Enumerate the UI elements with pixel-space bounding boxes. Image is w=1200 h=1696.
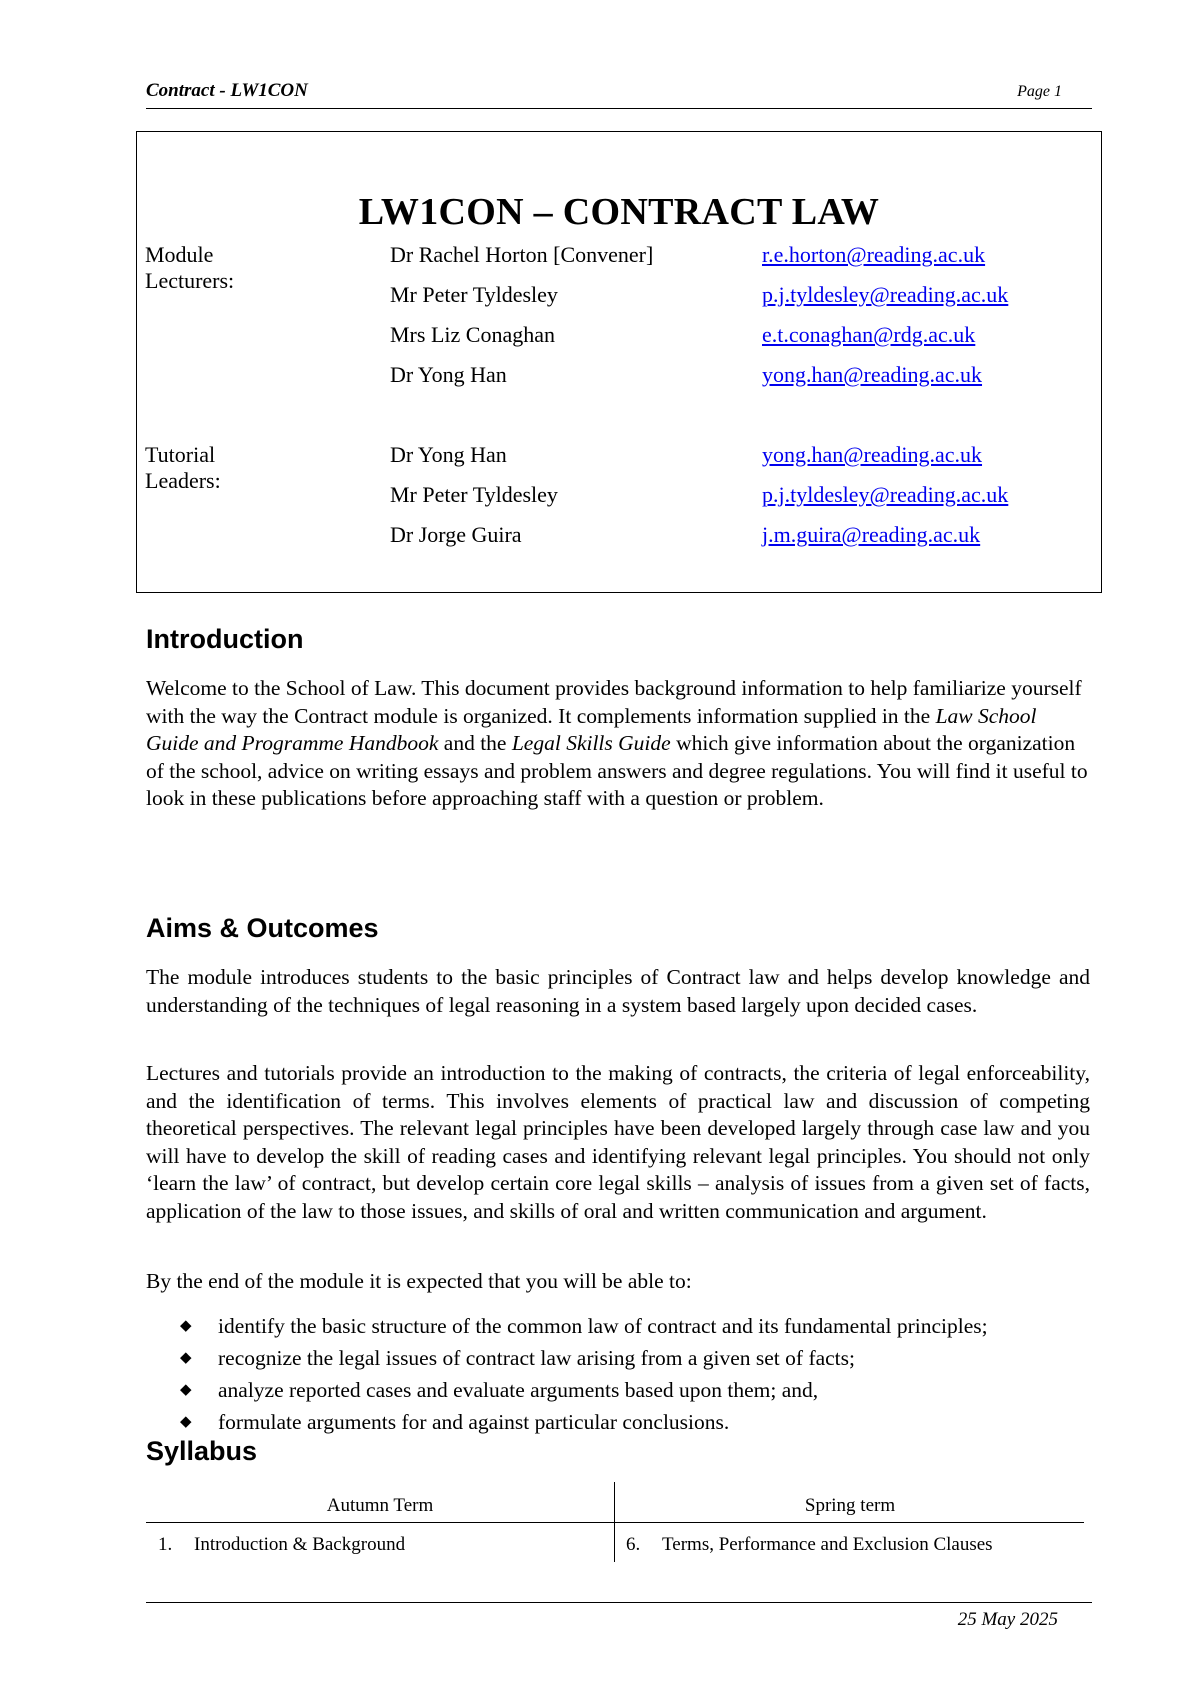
staff-name: Mr Peter Tyldesley	[390, 482, 558, 507]
module-lecturers-label: Module Lecturers:	[145, 242, 235, 293]
syllabus-table	[146, 1482, 1084, 1562]
syllabus-heading: Syllabus	[146, 1436, 258, 1466]
intro-text: Welcome to the School of Law. This document provides background information to help familiarize yourself with the way the Contract module is organized. It complements information supplied in the	[146, 676, 1082, 728]
table-cell: Introduction & Background	[194, 1534, 406, 1555]
aims-paragraph-2: Lectures and tutorials provide an introduction to the making of contracts, the criteria of legal enforceability, and the identification of terms. This involves elements of practical law and discussion of competing theoretical perspectives. The relevant legal principles have been developed largely through case law and you will have to develop the skill of reading cases and identifying relevant legal principles. You should not only ‘learn the law’ of contract, but develop certain core legal skills – analysis of issues from a given set of facts, application of the law to those issues, and skills of oral and written communication and argument.	[146, 1061, 1090, 1223]
tutorial-leaders-label: Tutorial Leaders:	[145, 442, 221, 493]
module-title: LW1CON – CONTRACT LAW	[358, 191, 880, 233]
diamond-bullet-icon: ◆	[180, 1382, 192, 1398]
table-cell: Terms, Performance and Exclusion Clauses	[662, 1534, 993, 1555]
diamond-bullet-icon: ◆	[180, 1318, 192, 1334]
list-item	[180, 1342, 988, 1374]
list-item-text: recognize the legal issues of contract law arising from a given set of facts;	[218, 1346, 856, 1370]
page-footer	[146, 1602, 1092, 1630]
aims-paragraph-3: By the end of the module it is expected that you will be able to:	[146, 1269, 692, 1293]
list-item	[180, 1406, 988, 1438]
page-header	[146, 80, 1092, 109]
aims-paragraph-1: The module introduces students to the basic principles of Contract law and helps develop knowledge and understanding of the techniques of legal reasoning in a system based largely upon decided cases.	[146, 965, 1090, 1017]
list-item-text: formulate arguments for and against particular conclusions.	[218, 1410, 730, 1434]
row-number: 1.	[158, 1534, 173, 1555]
intro-skills-guide-title: Legal Skills Guide	[511, 731, 671, 755]
row-number: 6.	[626, 1534, 641, 1555]
diamond-bullet-icon: ◆	[180, 1350, 192, 1366]
staff-name: Dr Yong Han	[390, 362, 507, 387]
staff-email-link[interactable]: p.j.tyldesley@reading.ac.uk	[762, 282, 1009, 307]
staff-email-link[interactable]: p.j.tyldesley@reading.ac.uk	[762, 482, 1009, 507]
staff-name: Mr Peter Tyldesley	[390, 282, 558, 307]
intro-text: which give information about the organization of the school, advice on writing essays and problem answers and degree regulations. You will find it useful to look in these publications before approaching staff with a question or problem.	[146, 731, 1088, 810]
header-title: Contract - LW1CON	[146, 80, 308, 101]
staff-name: Dr Rachel Horton [Convener]	[390, 242, 654, 267]
aims-heading: Aims & Outcomes	[146, 913, 379, 943]
staff-email-link[interactable]: e.t.conaghan@rdg.ac.uk	[762, 322, 976, 347]
header-page-number: Page 1	[1017, 83, 1062, 100]
staff-email-link[interactable]: j.m.guira@reading.ac.uk	[762, 522, 981, 547]
table-header-rule	[146, 1522, 1084, 1523]
footer-date: 25 May 2025	[957, 1609, 1058, 1630]
list-item	[180, 1310, 988, 1342]
list-item-text: analyze reported cases and evaluate arguments based upon them; and,	[218, 1378, 819, 1402]
staff-name: Mrs Liz Conaghan	[390, 322, 555, 347]
intro-text: and the	[438, 731, 512, 755]
staff-name: Dr Jorge Guira	[390, 522, 522, 547]
staff-name: Dr Yong Han	[390, 442, 507, 467]
column-header-spring: Spring term	[804, 1495, 896, 1516]
intro-handbook-title: Law School Guide and Programme Handbook	[146, 703, 1037, 755]
outcomes-list	[180, 1310, 988, 1438]
list-item	[180, 1374, 988, 1406]
list-item-text: identify the basic structure of the common law of contract and its fundamental principles;	[218, 1314, 988, 1338]
staff-email-link[interactable]: yong.han@reading.ac.uk	[762, 442, 983, 467]
staff-email-link[interactable]: r.e.horton@reading.ac.uk	[762, 242, 986, 267]
introduction-paragraph	[146, 675, 1090, 813]
introduction-heading: Introduction	[146, 624, 304, 654]
module-title-box	[136, 131, 1102, 593]
staff-email-link[interactable]: yong.han@reading.ac.uk	[762, 362, 983, 387]
diamond-bullet-icon: ◆	[180, 1414, 192, 1430]
column-header-autumn: Autumn Term	[326, 1495, 434, 1516]
